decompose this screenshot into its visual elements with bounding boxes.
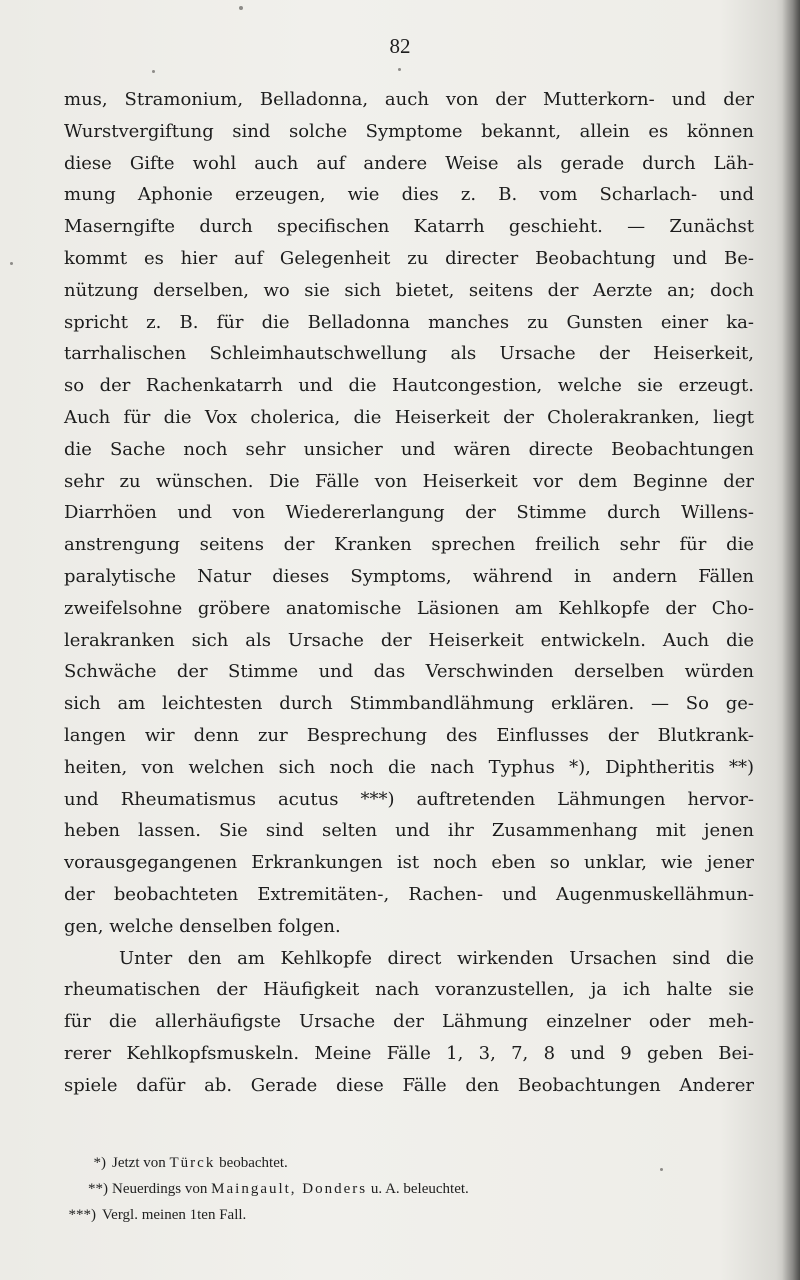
text-line: rerer Kehlkopfsmuskeln. Meine Fälle 1, 3, 7, 8 und 9 geben Bei- [64,1042,754,1064]
footnote-mark: ***) [68,1207,96,1223]
text-line: spricht z. B. für die Belladonna manches zu Gunsten einer ka- [64,311,754,333]
text-line: spiele dafür ab. Gerade diese Fälle den Beobachtungen Anderer [64,1074,754,1096]
footnote-text: Jetzt von [112,1155,170,1171]
footnote-text: Neuerdings von [112,1181,212,1197]
footnote-text: Vergl. meinen [102,1207,190,1223]
paragraph-start-line: Unter den am Kehlkopfe direct wirkenden Ursachen sind die [119,947,754,969]
text-line: paralytische Natur dieses Symptoms, während in andern Fällen [64,565,754,587]
paragraph-end-line: gen, welche denselben folgen. [64,915,341,937]
page-number: 82 [389,34,411,58]
print-speck [398,68,401,71]
text-line: anstrengung seitens der Kranken sprechen freilich sehr für die [64,534,754,556]
footnote-mark: **) [88,1181,108,1197]
footnote-text: u. A. beleuchtet. [367,1181,469,1197]
body-text [64,84,754,1102]
text-line: mus, Stramonium, Belladonna, auch von der Mutterkorn- und der [64,89,754,110]
text-line: sich am leichtesten durch Stimmbandlähmung erklären. — So ge- [64,693,754,715]
footnote-mark: *) [93,1155,106,1171]
print-speck [239,6,243,10]
text-line: der beobachteten Extremitäten-, Rachen- und Augenmuskellähmun- [64,883,754,905]
footnote-author: Maingault, Donders [211,1181,368,1197]
print-speck [152,70,155,73]
text-line: und Rheumatismus acutus ***) auftretenden Lähmungen hervor- [64,788,754,810]
text-line: Auch für die Vox cholerica, die Heiserkeit der Cholerakranken, liegt [64,406,754,428]
footnote [88,1150,688,1176]
footnote [68,1202,688,1228]
text-line: langen wir denn zur Besprechung des Einflusses der Blutkrank- [64,724,754,746]
footnote-author: Türck [169,1155,216,1171]
text-line: kommt es hier auf Gelegenheit zu directer Beobachtung und Be- [64,247,754,269]
text-line: die Sache noch sehr unsicher und wären directe Beobachtungen [64,438,754,460]
text-line: heiten, von welchen sich noch die nach Typhus *), Diphtheritis **) [64,756,754,778]
text-line: rheumatischen der Häufigkeit nach voranzustellen, ja ich halte sie [64,979,754,1001]
footnote-text: beobachtet. [215,1155,288,1171]
text-line: für die allerhäufigste Ursache der Lähmung einzelner oder meh- [64,1011,754,1033]
text-line: Maserngifte durch specifischen Katarrh geschieht. — Zunächst [64,216,754,238]
text-line: nützung derselben, wo sie sich bietet, seitens der Aerzte an; doch [64,279,754,301]
text-line: sehr zu wünschen. Die Fälle von Heiserkeit vor dem Beginne der [64,470,754,492]
text-line: vorausgegangenen Erkrankungen ist noch eben so unklar, wie jener [64,852,754,874]
text-line: zweifelsohne gröbere anatomische Läsionen am Kehlkopfe der Cho- [64,597,754,619]
text-line: lerakranken sich als Ursache der Heiserkeit entwickeln. Auch die [64,629,754,651]
page-edge-shadow [782,0,800,1280]
text-line: diese Gifte wohl auch auf andere Weise als gerade durch Läh- [64,152,754,174]
text-line: so der Rachenkatarrh und die Hautcongestion, welche sie erzeugt. [64,375,754,397]
text-line: Diarrhöen und von Wiedererlangung der Stimme durch Willens- [64,502,754,524]
print-speck [10,262,13,265]
text-line: Schwäche der Stimme und das Verschwinden derselben würden [64,661,754,683]
footnote [88,1176,688,1202]
text-line: heben lassen. Sie sind selten und ihr Zusammenhang mit jenen [64,820,754,842]
text-line: tarrhalischen Schleimhautschwellung als Ursache der Heiserkeit, [64,343,754,365]
text-line: Wurstvergiftung sind solche Symptome bekannt, allein es können [64,120,754,142]
text-line: mung Aphonie erzeugen, wie dies z. B. vom Scharlach- und [64,184,754,206]
footnotes [68,1150,688,1228]
footnote-text: 1ten Fall. [189,1207,247,1223]
